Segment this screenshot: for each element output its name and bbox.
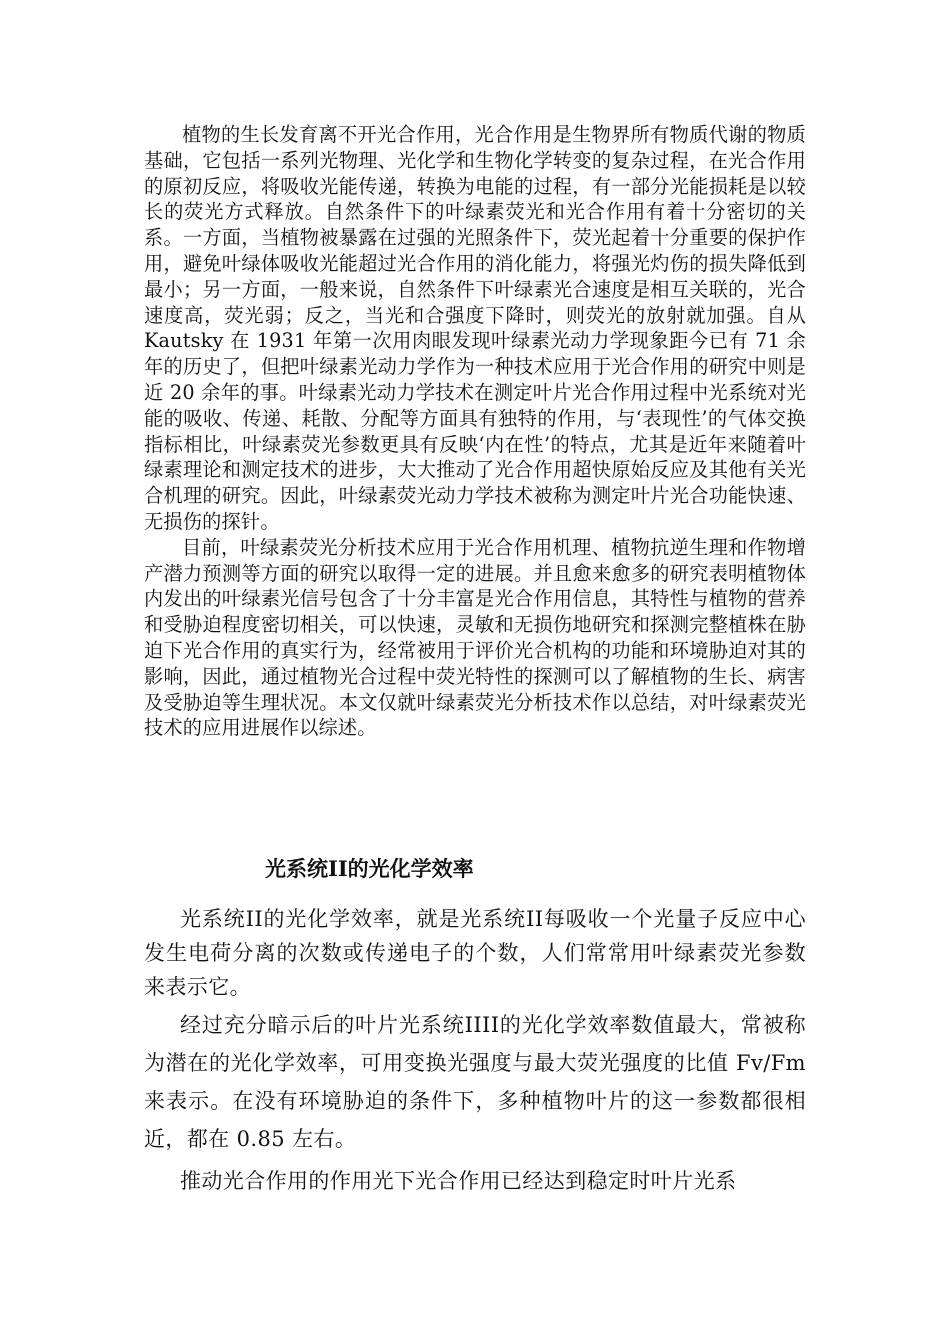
fv-fm-paragraph: 经过充分暗示后的叶片光系统IIII的光化学效率数值最大，常被称为潜在的光化学效率，可用变换光强度与最大荧光强度的比值 Fv/Fm 来表示。在没有环境胁迫的条件下，多种植物叶片的这一参数都很相近，都在 0.85 左右。	[144, 1013, 806, 1151]
intro-paragraph-2: 目前，叶绿素荧光分析技术应用于光合作用机理、植物抗逆生理和作物增产潜力预测等方面的研究以取得一定的进展。并且愈来愈多的研究表明植物体内发出的叶绿素光信号包含了十分丰富是光合作用信息，其特性与植物的营养和受胁迫程度密切相关，可以快速，灵敏和无损伤地研究和探测完整植株在胁迫下光合作用的真实行为，经常被用于评价光合机构的功能和环境胁迫对其的影响，因此，通过植物光合过程中荧光特性的探测可以了解植物的生长、病害及受胁迫等生理状况。本文仅就叶绿素荧光分析技术作以总结，对叶绿素荧光技术的应用进展作以综述。	[144, 535, 806, 740]
section-heading: 光系统II的光化学效率	[265, 856, 474, 881]
intro-paragraph-1: 植物的生长发育离不开光合作用，光合作用是生物界所有物质代谢的物质基础，它包括一系列光物理、光化学和生物化学转变的复杂过程，在光合作用的原初反应，将吸收光能传递，转换为电能的过程，有一部分光能损耗是以较长的荧光方式释放。自然条件下的叶绿素荧光和光合作用有着十分密切的关系。一方面，当植物被暴露在过强的光照条件下，荧光起着十分重要的保护作用，避免叶绿体吸收光能超过光合作用的消化能力，将强光灼伤的损失降低到最小；另一方面，一般来说，自然条件下叶绿素光合速度是相互关联的，光合速度高，荧光弱；反之，当光和合强度下降时，则荧光的放射就加强。自从 Kautsky 在 1931 年第一次用肉眼发现叶绿素光动力学现象距今已有 71 余年的历史了，但把叶绿素光动力学作为一种技术应用于光合作用的研究中则是近 20 余年的事。叶绿素光动力学技术在测定叶片光合作用过程中光系统对光能的吸收、传递、耗散、分配等方面具有独特的作用，与‘表现性’的气体交换指标相比，叶绿素荧光参数更具有反映‘内在性’的特点，尤其是近年来随着叶绿素理论和测定技术的进步，大大推动了光合作用超快原始反应及其他有关光合机理的研究。因此，叶绿素荧光动力学技术被称为测定叶片光合功能快速、无损伤的探针。	[144, 123, 806, 533]
psii-definition-paragraph: 光系统II的光化学效率，就是光系统II每吸收一个光量子反应中心发生电荷分离的次数或传递电子的个数，人们常常用叶绿素荧光参数来表示它。	[144, 907, 806, 999]
actinic-light-paragraph: 推动光合作用的作用光下光合作用已经达到稳定时叶片光系	[180, 1169, 737, 1193]
intro-section	[144, 122, 806, 741]
psii-section	[144, 902, 806, 1198]
